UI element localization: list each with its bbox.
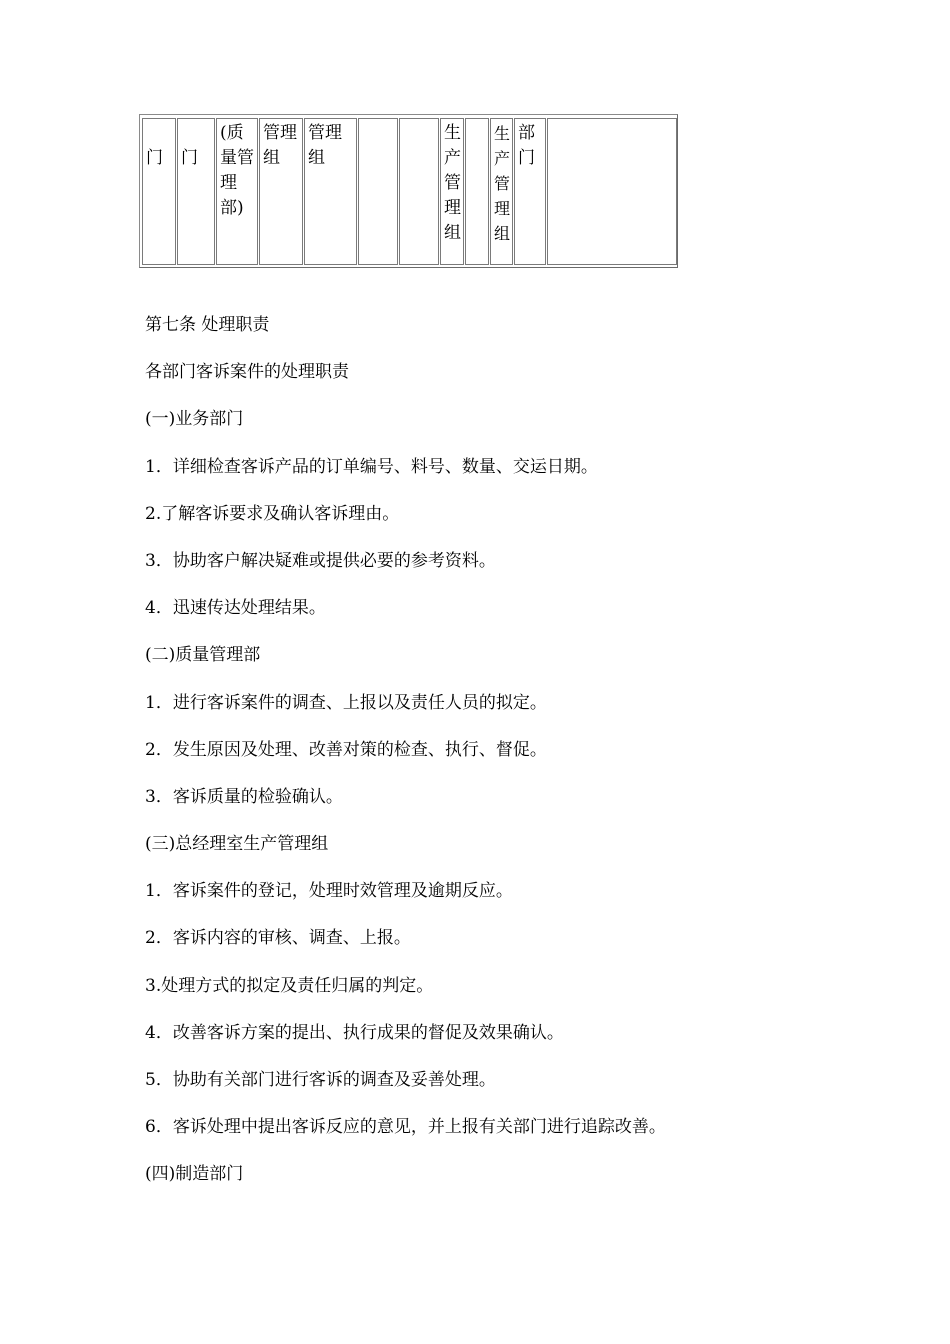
list-item: 1．客诉案件的登记，处理时效管理及逾期反应。	[145, 881, 513, 902]
table-cell	[465, 118, 489, 265]
subsection-heading: (二)质量管理部	[145, 645, 261, 666]
table-cell	[358, 118, 398, 265]
table-cell: 生产管理组	[440, 118, 464, 265]
table-cell: 生产管理组	[490, 118, 513, 265]
section-intro: 各部门客诉案件的处理职责	[145, 362, 349, 383]
table-cell	[399, 118, 439, 265]
list-item: 2．客诉内容的审核、调查、上报。	[145, 928, 411, 949]
subsection-heading: (四)制造部门	[145, 1164, 244, 1185]
list-item: 3.处理方式的拟定及责任归属的判定。	[145, 975, 434, 996]
list-item: 2．发生原因及处理、改善对策的检查、执行、督促。	[145, 739, 547, 760]
list-item: 6．客诉处理中提出客诉反应的意见，并上报有关部门进行追踪改善。	[145, 1117, 666, 1138]
subsection-heading: (一)业务部门	[145, 409, 244, 430]
table-cell: 管理组	[259, 118, 303, 265]
table-cell: 部门	[514, 118, 546, 265]
subsection-heading: (三)总经理室生产管理组	[145, 834, 329, 855]
responsibility-table	[139, 114, 678, 268]
list-item: 3．客诉质量的检验确认。	[145, 786, 343, 807]
table-cell: 门	[177, 118, 215, 265]
article-heading: 第七条 处理职责	[145, 315, 270, 335]
list-item: 5．协助有关部门进行客诉的调查及妥善处理。	[145, 1070, 496, 1090]
table-cell	[547, 118, 677, 265]
list-item: 1．详细检查客诉产品的订单编号、料号、数量、交运日期。	[145, 456, 598, 477]
list-item: 4．改善客诉方案的提出、执行成果的督促及效果确认。	[145, 1022, 564, 1043]
list-item: 4．迅速传达处理结果。	[145, 598, 326, 619]
table-cell: 管理组	[304, 118, 357, 265]
table-cell: (质量管理部)	[216, 118, 258, 265]
document-body	[145, 309, 905, 1206]
list-item: 1．进行客诉案件的调查、上报以及责任人员的拟定。	[145, 692, 547, 713]
list-item: 2.了解客诉要求及确认客诉理由。	[145, 503, 400, 524]
table-cell: 门	[142, 118, 176, 265]
list-item: 3．协助客户解决疑难或提供必要的参考资料。	[145, 550, 496, 571]
